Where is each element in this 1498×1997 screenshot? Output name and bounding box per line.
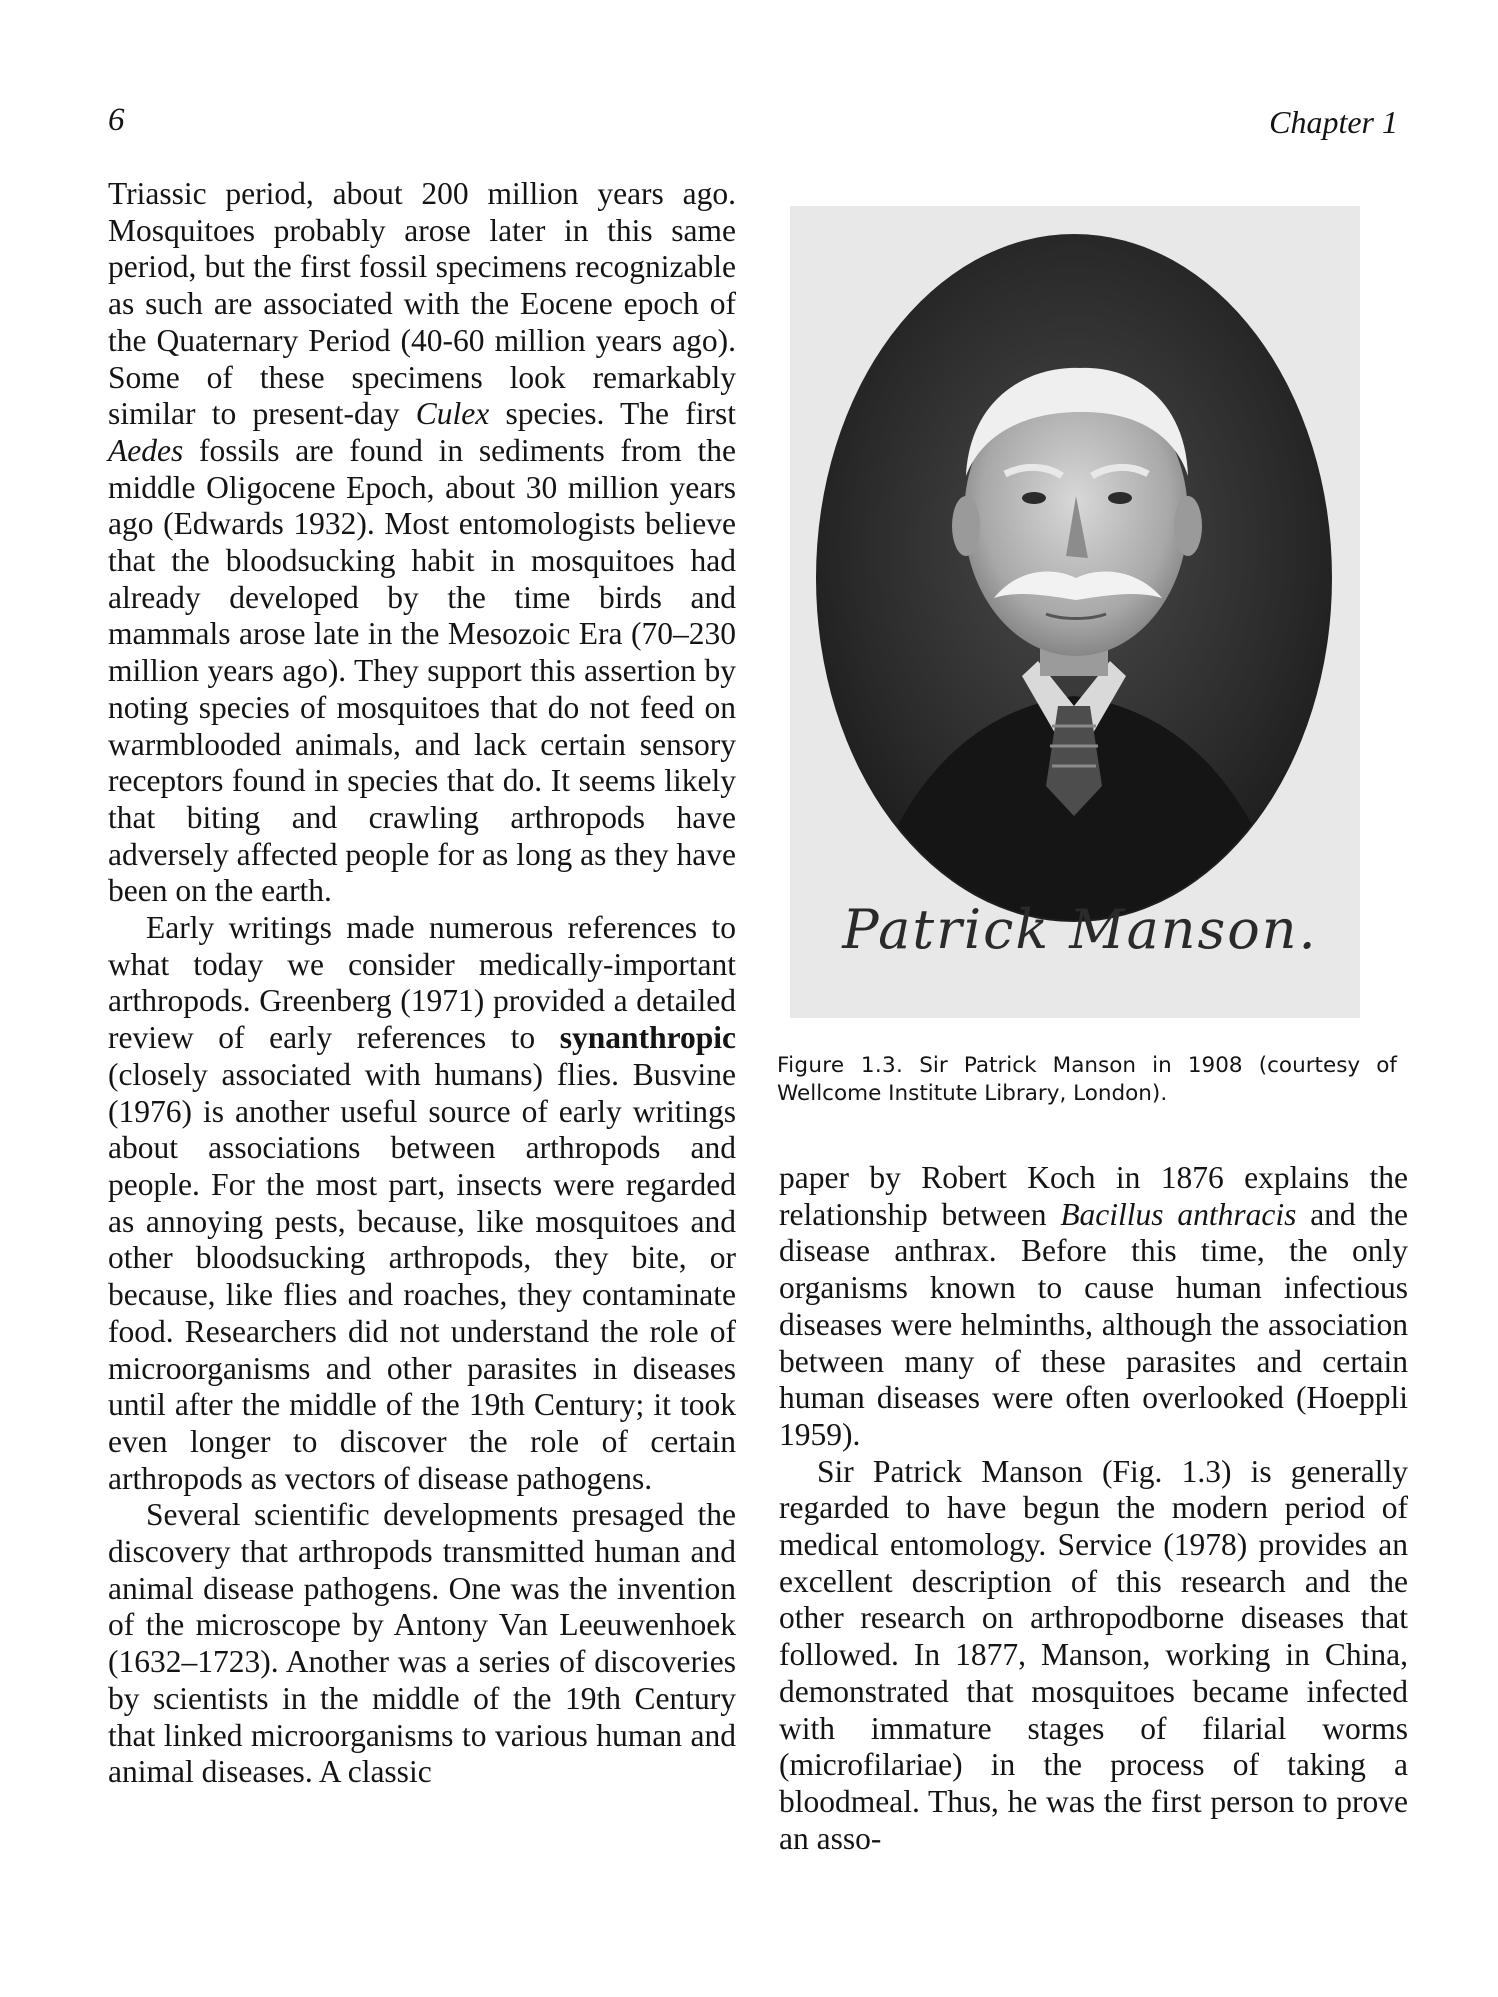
page-number: 6 <box>108 102 125 138</box>
text-run: Triassic period, about 200 million years ago. Mosquitoes probably arose later in this same period, but the first fossil specimens recognizable as such are associated with the Eocene epoch of the Quaternary Period (40-60 million years ago). Some of these specimens look remarkably similar to present-day <box>108 176 736 432</box>
portrait-photo <box>790 206 1360 1018</box>
paragraph <box>779 1160 1408 1454</box>
defined-term: synanthropic <box>559 1020 736 1056</box>
paragraph <box>108 176 736 910</box>
species-name: Bacillus anthracis <box>1060 1196 1297 1232</box>
genus-name: Aedes <box>108 432 184 468</box>
text-run: species. The first <box>489 396 737 432</box>
caption-text: Sir Patrick Manson in 1908 (courtesy of Wellcome Institute Library, London). <box>777 1053 1397 1106</box>
caption-label: Figure 1.3. <box>777 1053 904 1078</box>
text-run: fossils are found in sediments from the middle Oligocene Epoch, about 30 million years ago (Edwards 1932). Most entomologists believe that the bloodsucking habit in mosquitoes had already developed by the time birds and mammals arose late in the Mesozoic Era (70–230 million years ago). They support this assertion by noting species of mosquitoes that do not feed on warmblooded animals, and lack certain sensory receptors found in species that do. It seems likely that biting and crawling arthropods have adversely affected people for as long as they have been on the earth. <box>108 432 736 909</box>
portrait-figure <box>790 206 1360 1018</box>
text-run: paper by Robert Koch in 1876 explains the relationship between <box>779 1160 1408 1232</box>
paragraph: Several scientific developments presaged the discovery that arthropods transmitted human and animal disease pathogens. One was the invention of the microscope by Antony Van Leeuwenhoek (1632–1723). Another was a series of discoveries by scientists in the middle of the 19th Century that linked microorganisms to various human and animal diseases. A classic <box>108 1497 736 1790</box>
text-run: (closely associated with humans) flies. Busvine (1976) is another useful source of early writings about associations between arthropods and people. For the most part, insects were regarded as annoying pests, because, like mosquitoes and other bloodsucking arthropods, they bite, or because, like flies and roaches, they contaminate food. Researchers did not understand the role of microorganisms and other parasites in diseases until after the middle of the 19th Century; it took even longer to discover the role of certain arthropods as vectors of disease pathogens. <box>108 1056 736 1496</box>
text-run: Early writings made numerous references to what today we consider medically-important arthropods. Greenberg (1971) provided a detailed review of early references to <box>108 910 736 1056</box>
text-run: and the disease anthrax. Before this time, the only organisms known to cause human infectious diseases were helminths, although the association between many of these parasites and certain human diseases were often overlooked (Hoeppli 1959). <box>779 1196 1408 1452</box>
paragraph <box>108 910 736 1497</box>
left-column <box>108 176 736 1791</box>
signature: Patrick Manson. <box>842 898 1318 961</box>
paragraph: Sir Patrick Manson (Fig. 1.3) is generally regarded to have begun the modern period of medical entomology. Service (1978) provides an excellent description of this research and the other research on arthropodborne diseases that followed. In 1877, Manson, working in China, demonstrated that mosquitoes became infected with immature stages of filarial worms (microfilariae) in the process of taking a bloodmeal. Thus, he was the first person to prove an asso- <box>779 1453 1408 1856</box>
right-column <box>779 1160 1408 1857</box>
figure-caption <box>777 1052 1397 1108</box>
genus-name: Culex <box>415 396 490 432</box>
running-head: Chapter 1 <box>1269 104 1398 140</box>
